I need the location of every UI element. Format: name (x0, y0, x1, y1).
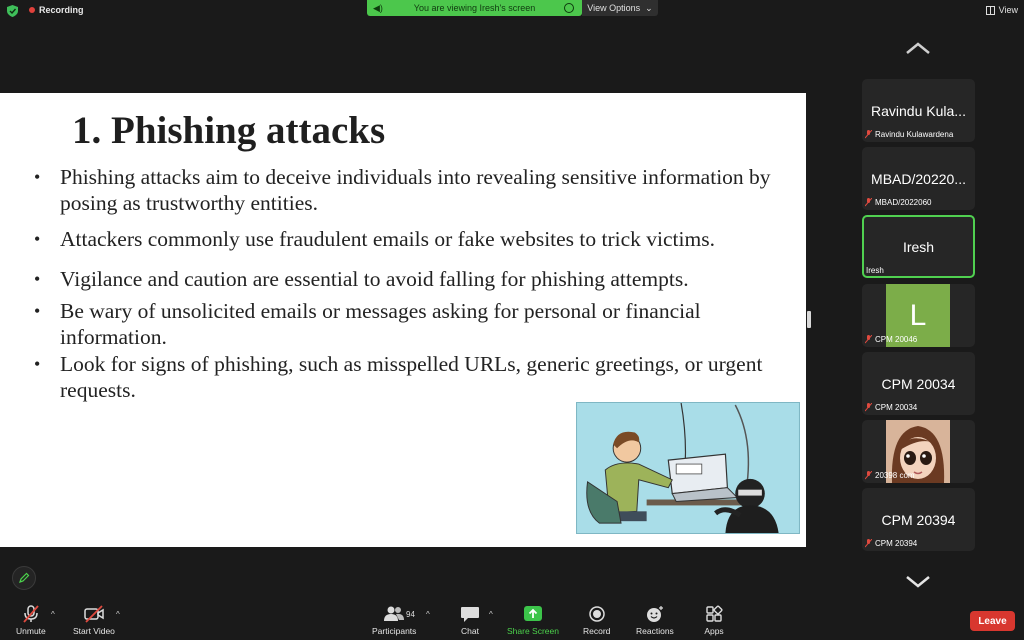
slide-bullet-list (34, 164, 794, 403)
shared-screen-slide (0, 93, 806, 547)
participant-name: Ravindu Kulawardena (875, 130, 954, 139)
resize-splitter[interactable] (807, 311, 811, 328)
chat-button[interactable] (459, 605, 481, 636)
record-label: Record (583, 626, 611, 636)
viewing-banner-text: You are viewing Iresh's screen (413, 3, 536, 13)
muted-mic-icon (865, 198, 872, 207)
participant-display-name: CPM 20394 (881, 512, 956, 528)
chevron-down-icon[interactable] (905, 574, 931, 590)
participant-display-name: MBAD/20220... (871, 171, 966, 187)
participant-display-name: CPM 20034 (881, 376, 956, 392)
reactions-icon (644, 605, 666, 623)
viewing-banner (367, 0, 582, 16)
reactions-button[interactable] (636, 605, 674, 636)
speaker-icon: ◀) (373, 3, 383, 13)
participant-name: CPM 20046 (875, 335, 918, 344)
muted-mic-icon (865, 335, 872, 344)
apps-button[interactable] (703, 605, 725, 636)
view-options-button[interactable] (582, 0, 658, 16)
recording-indicator[interactable] (29, 5, 84, 15)
participant-name: Iresh (866, 266, 884, 275)
share-screen-button[interactable] (507, 605, 559, 636)
grid-view-icon (986, 6, 995, 15)
participant-tile[interactable] (862, 420, 975, 483)
unmute-label: Unmute (16, 626, 46, 636)
participants-icon (383, 605, 405, 623)
chat-options-caret-icon[interactable]: ^ (489, 610, 493, 619)
chevron-down-icon: ⌄ (645, 2, 653, 13)
meeting-toolbar (0, 601, 1024, 640)
participant-display-name: Iresh (902, 239, 935, 255)
muted-mic-icon (865, 130, 872, 139)
participant-count: 94 (406, 610, 415, 619)
muted-mic-icon (865, 471, 872, 480)
record-button[interactable] (583, 605, 610, 636)
slide-bullet: • Attackers commonly use fraudulent emails or fake websites to trick victims. (34, 226, 794, 252)
record-icon (586, 605, 608, 623)
leave-button[interactable]: Leave (970, 611, 1015, 631)
slide-title: 1. Phishing attacks (72, 109, 386, 152)
start-video-button[interactable] (73, 605, 115, 636)
view-options-label: View Options (587, 3, 641, 13)
participant-tile[interactable] (862, 79, 975, 142)
muted-microphone-icon (20, 605, 42, 623)
participant-tile-active-speaker[interactable] (862, 215, 975, 278)
audio-options-caret-icon[interactable]: ^ (51, 610, 55, 619)
annotate-button[interactable] (12, 566, 36, 590)
slide-bullet: • Vigilance and caution are essential to avoid falling for phishing attempts. (34, 266, 794, 292)
reactions-label: Reactions (636, 626, 674, 636)
record-dot-icon (29, 7, 35, 13)
participants-options-caret-icon[interactable]: ^ (426, 610, 430, 619)
phishing-illustration (576, 402, 800, 534)
view-button[interactable] (986, 5, 1018, 15)
participant-tile[interactable] (862, 284, 975, 347)
chat-icon (459, 605, 481, 623)
participant-name: MBAD/2022060 (875, 198, 932, 207)
participants-label: Participants (372, 626, 417, 636)
apps-label: Apps (704, 626, 724, 636)
apps-icon (703, 605, 725, 623)
participant-tile[interactable] (862, 147, 975, 210)
top-bar (0, 0, 1024, 22)
muted-mic-icon (865, 403, 872, 412)
slide-bullet: • Look for signs of phishing, such as misspelled URLs, generic greetings, or urgent requests. (34, 351, 794, 403)
status-circle-icon (564, 3, 574, 13)
share-screen-icon (522, 605, 544, 623)
muted-mic-icon (865, 539, 872, 548)
slide-bullet: • Phishing attacks aim to deceive individuals into revealing sensitive information by posing as trustworthy entities. (34, 164, 794, 216)
shield-icon[interactable] (7, 5, 18, 17)
share-screen-label: Share Screen (507, 626, 559, 636)
participant-display-name: Ravindu Kula... (871, 103, 966, 119)
start-video-label: Start Video (73, 626, 115, 636)
participant-name: 20398 com (875, 471, 915, 480)
video-off-icon (83, 605, 105, 623)
slide-bullet: • Be wary of unsolicited emails or messages asking for personal or financial information. (34, 298, 794, 350)
unmute-button[interactable] (16, 605, 46, 636)
view-label: View (998, 5, 1018, 15)
video-options-caret-icon[interactable]: ^ (116, 610, 120, 619)
pencil-icon (18, 572, 30, 584)
participant-tile[interactable] (862, 488, 975, 551)
participant-name: CPM 20394 (875, 539, 918, 548)
chat-label: Chat (461, 626, 479, 636)
avatar: L (886, 284, 950, 347)
recording-label: Recording (39, 5, 84, 15)
participant-name: CPM 20034 (875, 403, 918, 412)
chevron-up-icon[interactable] (905, 40, 931, 56)
participant-tile[interactable] (862, 352, 975, 415)
